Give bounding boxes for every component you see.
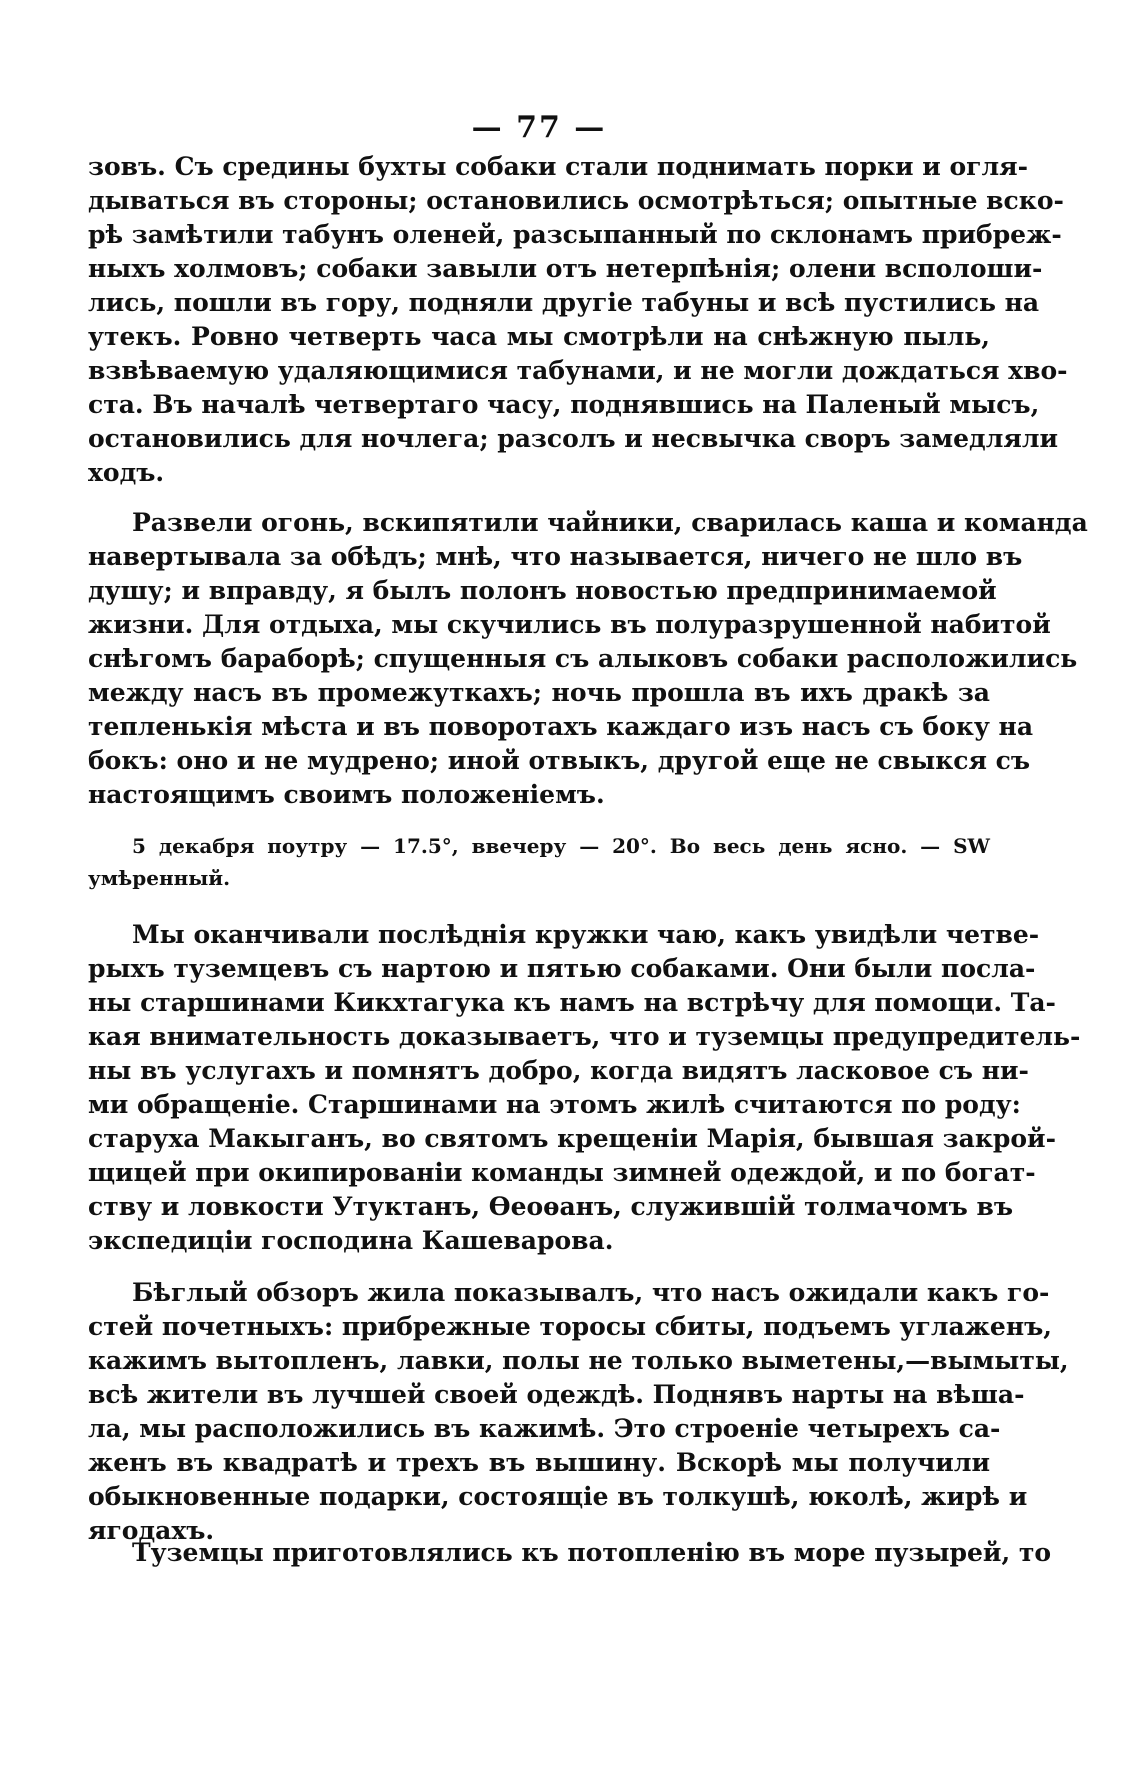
text-line: бокъ: оно и не мудрено; иной отвыкъ, другой еще не свыкся съ	[88, 746, 1031, 775]
text-line: экспедиціи господина Кашеварова.	[88, 1226, 614, 1255]
text-line: зовъ. Съ средины бухты собаки стали поднимать порки и огля-	[88, 152, 1028, 181]
paragraph-3	[88, 918, 1081, 1258]
paragraph-5	[88, 1536, 1052, 1570]
text-line: Туземцы приготовлялись къ потопленію въ море пузырей, то	[132, 1538, 1052, 1567]
text-line: ми обращеніе. Старшинами на этомъ жилѣ считаются по роду:	[88, 1090, 1021, 1119]
text-line: остановились для ночлега; разсолъ и несвычка своръ замедляли	[88, 424, 1058, 453]
text-line: ству и ловкости Утуктанъ, Ѳеоѳанъ, служившій толмачомъ въ	[88, 1192, 1013, 1221]
text-line: дываться въ стороны; остановились осмотрѣться; опытные вско-	[88, 186, 1064, 215]
text-line: всѣ жители въ лучшей своей одеждѣ. Поднявъ нарты на вѣша-	[88, 1380, 1025, 1409]
text-line: тепленькія мѣста и въ поворотахъ каждаго изъ насъ съ боку на	[88, 712, 1034, 741]
text-line: ны въ услугахъ и помнятъ добро, когда видятъ ласковое съ ни-	[88, 1056, 1029, 1085]
text-line: снѣгомъ бараборѣ; спущенныя съ алыковъ собаки расположились	[88, 644, 1078, 673]
text-line: ла, мы расположились въ кажимѣ. Это строеніе четырехъ са-	[88, 1414, 1001, 1443]
text-line: жизни. Для отдыха, мы скучились въ полуразрушенной набитой	[88, 610, 1051, 639]
text-line: стей почетныхъ: прибрежные торосы сбиты, подъемъ углаженъ,	[88, 1312, 1053, 1341]
text-line: душу; и вправду, я былъ полонъ новостью предпринимаемой	[88, 576, 997, 605]
weather-note	[88, 830, 990, 894]
text-line: щицей при окипированіи команды зимней одеждой, и по богат-	[88, 1158, 1036, 1187]
paragraph-2	[88, 506, 1088, 812]
text-line: настоящимъ своимъ положеніемъ.	[88, 780, 605, 809]
text-line: кажимъ вытопленъ, лавки, полы не только выметены,—вымыты,	[88, 1346, 1069, 1375]
text-line: рыхъ туземцевъ съ нартою и пятью собаками. Они были посла-	[88, 954, 1036, 983]
text-line: ныхъ холмовъ; собаки завыли отъ нетерпѣнія; олени всполоши-	[88, 254, 1043, 283]
page-number: — 77 —	[471, 110, 607, 145]
text-line: утекъ. Ровно четверть часа мы смотрѣли на снѣжную пыль,	[88, 322, 990, 351]
text-line: женъ въ квадратѣ и трехъ въ вышину. Вскорѣ мы получили	[88, 1448, 990, 1477]
text-line: ходъ.	[88, 458, 165, 487]
text-line: старуха Макыганъ, во святомъ крещеніи Марія, бывшая закрой-	[88, 1124, 1056, 1153]
text-line: навертывала за обѣдъ; мнѣ, что называется, ничего не шло въ	[88, 542, 1023, 571]
text-line: Мы оканчивали послѣднія кружки чаю, какъ увидѣли четве-	[132, 920, 1040, 949]
text-line: лись, пошли въ гору, подняли другіе табуны и всѣ пустились на	[88, 288, 1040, 317]
paragraph-1	[88, 150, 1068, 490]
text-line: ста. Въ началѣ четвертаго часу, поднявшись на Паленый мысъ,	[88, 390, 1040, 419]
text-line: ягодахъ.	[88, 1516, 215, 1545]
text-line: 5 декабря поутру — 17.5°, ввечеру — 20°. Во весь день ясно. — SW	[132, 834, 990, 858]
book-page	[88, 0, 1088, 1774]
text-line: обыкновенные подарки, состоящіе въ толкушѣ, юколѣ, жирѣ и	[88, 1482, 1028, 1511]
text-line: Развели огонь, вскипятили чайники, сварилась каша и команда	[132, 508, 1088, 537]
text-line: умѣренный.	[88, 866, 231, 890]
text-line: рѣ замѣтили табунъ оленей, разсыпанный по склонамъ прибреж-	[88, 220, 1062, 249]
text-line: между насъ въ промежуткахъ; ночь прошла въ ихъ дракѣ за	[88, 678, 990, 707]
text-line: Бѣглый обзоръ жила показывалъ, что насъ ожидали какъ го-	[132, 1278, 1050, 1307]
text-line: кая внимательность доказываетъ, что и туземцы предупредитель-	[88, 1022, 1081, 1051]
paragraph-4	[88, 1276, 1069, 1548]
text-line: взвѣваемую удаляющимися табунами, и не могли дождаться хво-	[88, 356, 1068, 385]
text-line: ны старшинами Кикхтагука къ намъ на встрѣчу для помощи. Та-	[88, 988, 1056, 1017]
